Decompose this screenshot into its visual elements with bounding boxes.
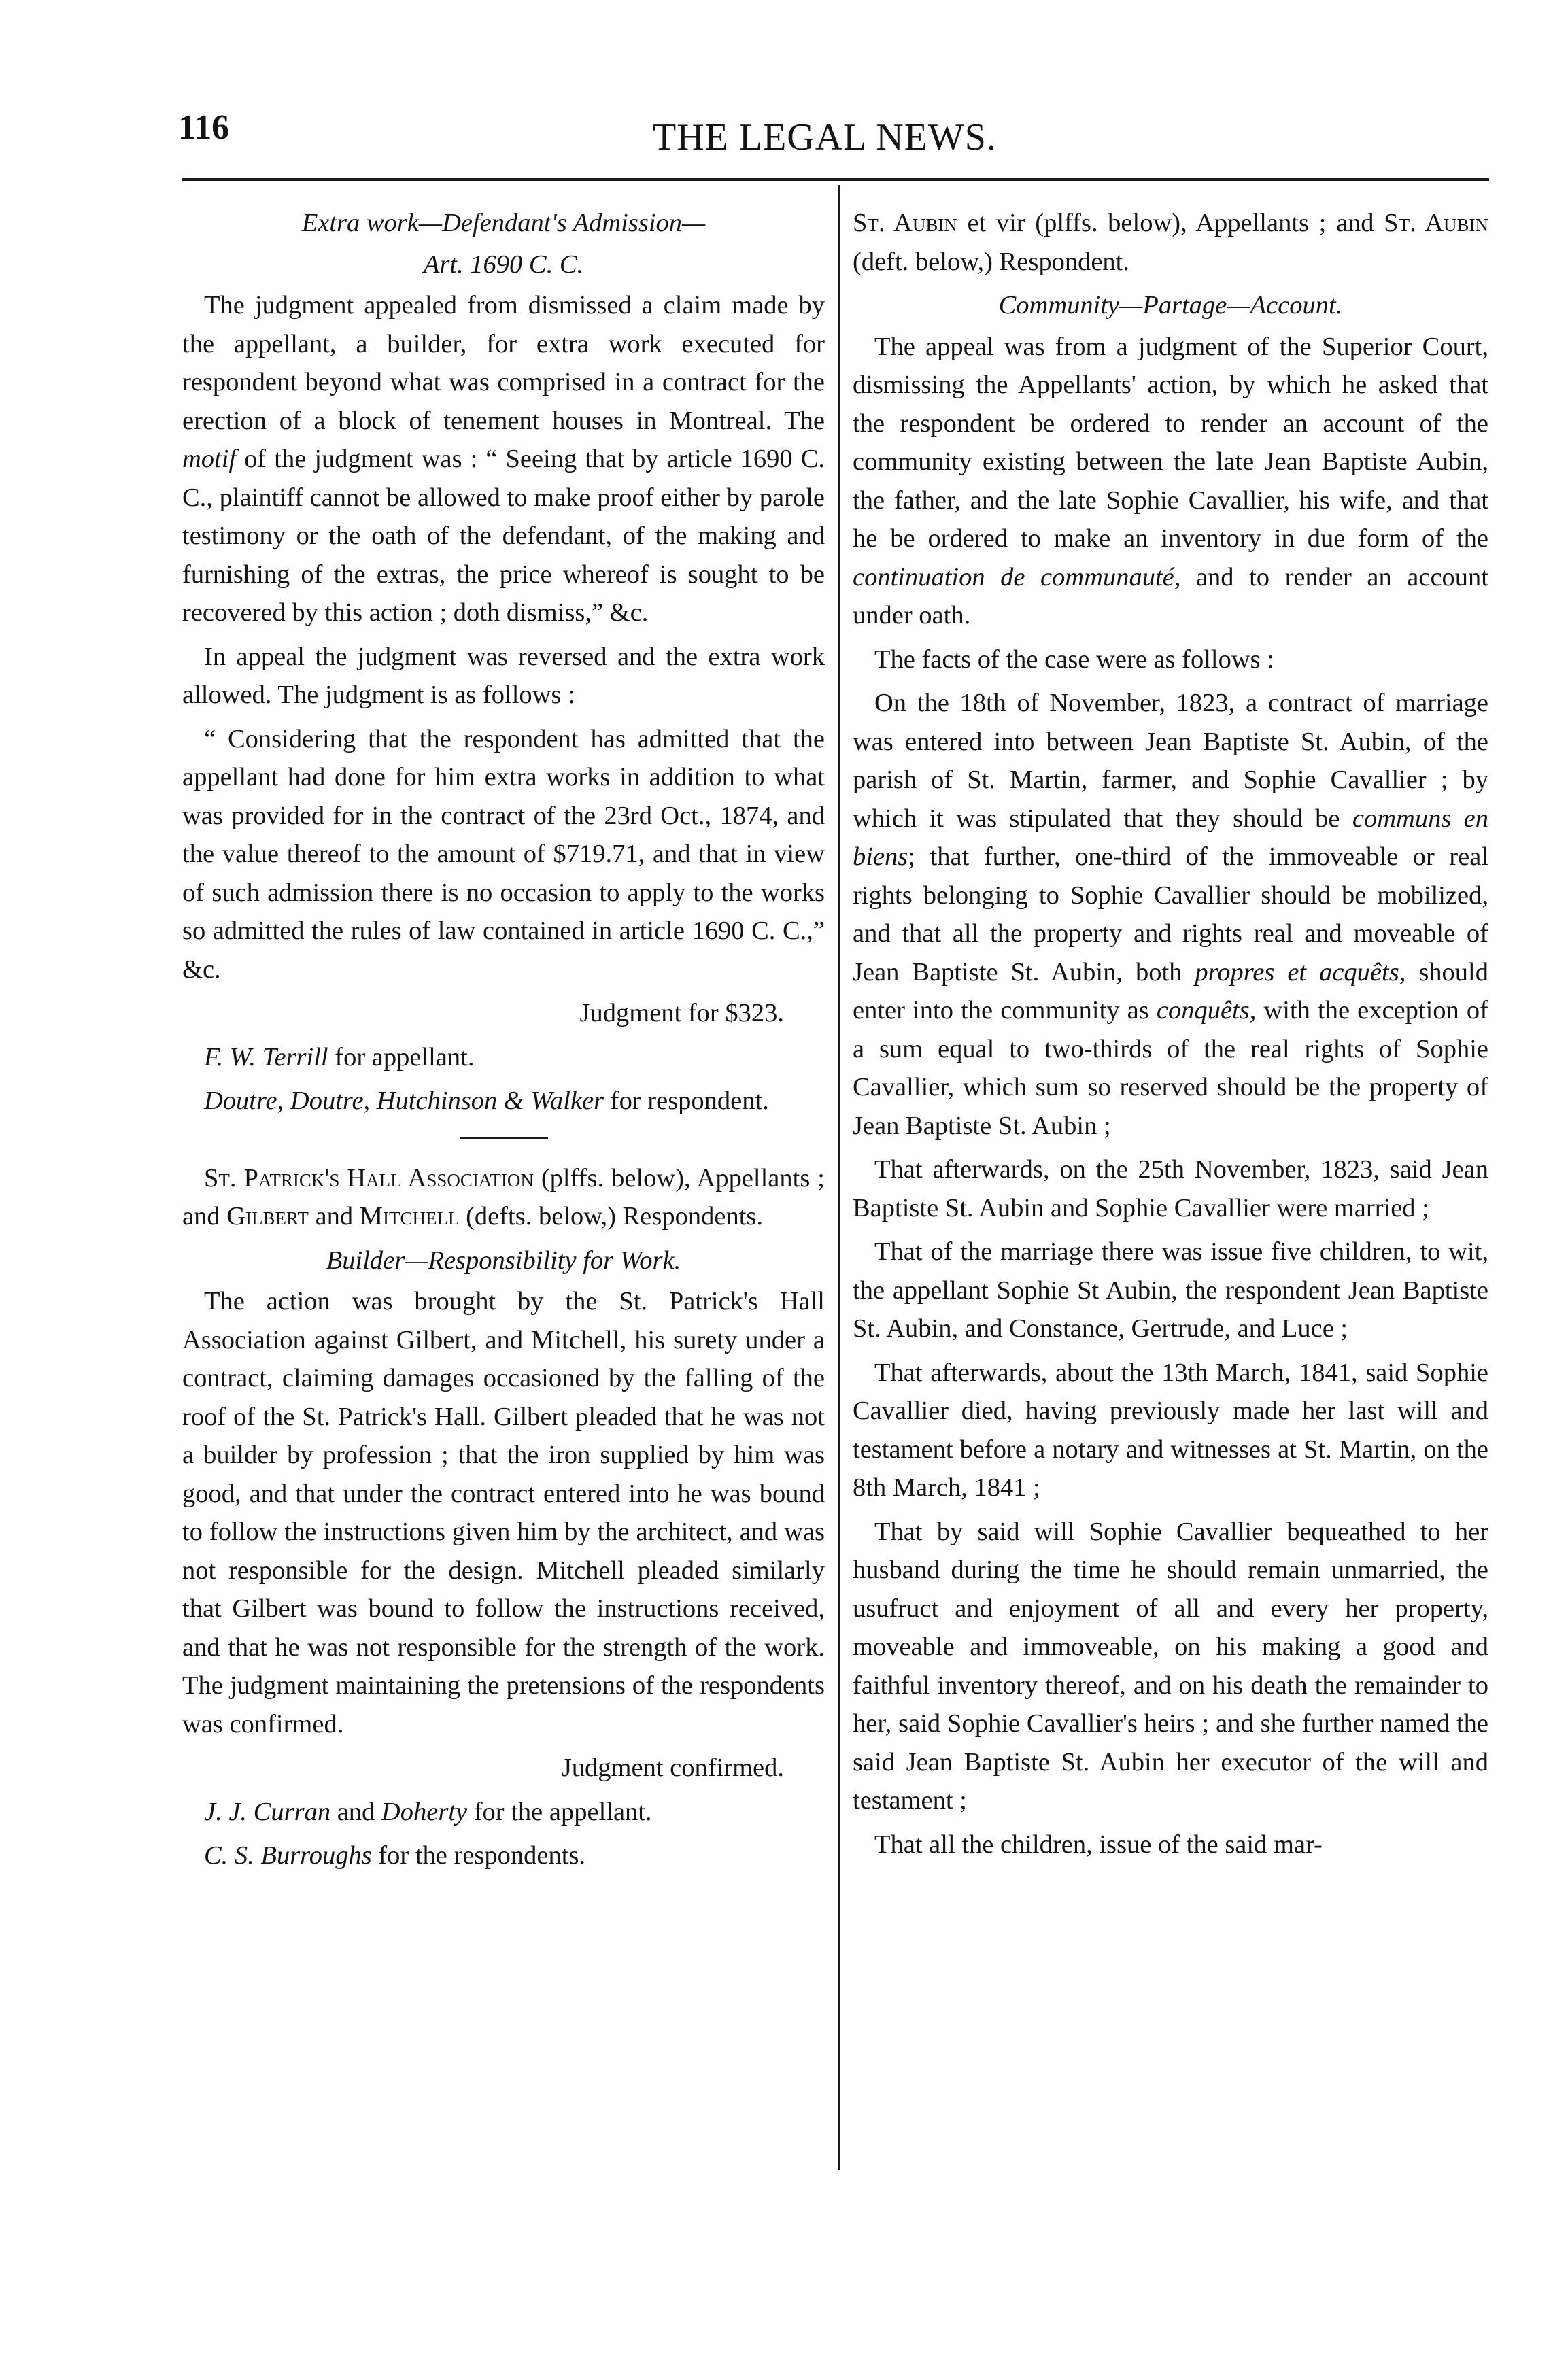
case2-counsel1-role: for the appellant.	[473, 1797, 652, 1826]
case2-counsel1-name2: Doherty	[381, 1797, 468, 1826]
case3-paragraph-7: That by said will Sophie Cavallier bequeathed to her husband during the time he should remain unmarried, the usufruct and enjoyment of all and every her property, moveable and immoveable, on his making a good and faithful inventory thereof, and on his death the remainder to her, said Sophie Cavallier's heirs ; and she further named the said Jean Baptiste St. Aubin her executor of the will and testament ;	[853, 1517, 1488, 1815]
case2-result: Judgment confirmed.	[561, 1753, 784, 1782]
case3-p3-a: On the 18th of November, 1823, a contract of marriage was entered into between Jean Baptiste St. Aubin, of the parish of St. Martin, farmer, and Sophie Cavallier ; by which it was stipulated that they should be	[853, 689, 1488, 833]
case2-paragraph-1: The action was brought by the St. Patrick's Hall Association against Gilbert, and Mitchell, his surety under a contract, claiming damages occasioned by the falling of the roof of the St. Patrick's Hall. Gilbert pleaded that he was not a builder by profession ; that the iron supplied by him was good, and that under the contract entered into he was bound to follow the instructions given him by the architect, and was not responsible for the design. Mitchell pleaded similarly that Gilbert was bound to follow the instructions received, and that he was not responsible for the strength of the work. The judgment maintaining the pretensions of the respondents was confirmed.	[182, 1287, 825, 1738]
case3-paragraph-2: The facts of the case were as follows :	[874, 645, 1274, 674]
running-title: THE LEGAL NEWS.	[653, 116, 997, 158]
case3-paragraph-3	[853, 684, 1488, 1145]
case3-p3-italic-1: communs en biens	[853, 804, 1488, 871]
case1-p1-motif: motif	[182, 445, 237, 473]
case2-counsel2-role: for the respondents.	[378, 1841, 586, 1870]
case1-p1-text: The judgment appealed from dismissed a claim made by the appellant, a builder, for extra work executed for respondent beyond what was comprised in a contract for the erection of a block of tenement houses in Montreal. The	[182, 291, 825, 435]
case1-counsel2-role: for respondent.	[610, 1086, 769, 1115]
case1-headnote-line1: Extra work—Defendant's Admission—	[301, 209, 706, 237]
case3-party-1: St. Aubin	[853, 209, 957, 237]
case3-p3-italic-3: conquêts,	[1156, 996, 1257, 1025]
case1-counsel-respondent	[182, 1082, 825, 1120]
case2-party-3: Gilbert	[226, 1202, 309, 1231]
case3-p3-d: with the exception of a sum equal to two-thirds of the real rights of Sophie Cavallier, which sum so reserved should be the property of Jean Baptiste St. Aubin ;	[853, 996, 1488, 1140]
case2-counsel1-name: J. J. Curran	[204, 1797, 331, 1826]
case3-parties	[853, 204, 1488, 281]
case2-counsel2-name: C. S. Burroughs	[204, 1841, 372, 1870]
case3-paragraph-4: That afterwards, on the 25th November, 1823, said Jean Baptiste St. Aubin and Sophie Cavallier were married ;	[853, 1155, 1488, 1222]
case1-paragraph-2: In appeal the judgment was reversed and the extra work allowed. The judgment is as follows :	[182, 642, 825, 709]
case2-counsel1-and: and	[337, 1797, 375, 1826]
case3-party-4: (deft. below,) Respondent.	[853, 247, 1129, 276]
case2-headnote: Builder—Responsibility for Work.	[326, 1246, 681, 1275]
case3-paragraph-5: That of the marriage there was issue five children, to wit, the appellant Sophie St Aubin, the respondent Jean Baptiste St. Aubin, and Constance, Gertrude, and Luce ;	[853, 1237, 1488, 1343]
case3-p3-c: should enter into the community as	[853, 957, 1488, 1025]
header-rule	[182, 178, 1489, 181]
case2-party-2: (plffs. below), Appellants ; and	[182, 1163, 825, 1231]
case1-counsel1-role: for appellant.	[335, 1042, 475, 1072]
case2-party-4: and	[315, 1202, 354, 1231]
column-divider	[838, 185, 840, 2170]
case1-counsel-appellant	[182, 1038, 825, 1077]
left-column	[182, 204, 825, 1881]
case3-p3-italic-2: propres et acquêts,	[1195, 957, 1406, 987]
page-number: 116	[178, 108, 230, 147]
case2-party-1: St. Patrick's Hall Association	[204, 1163, 534, 1193]
case1-counsel2-name: Doutre, Doutre, Hutchinson & Walker	[204, 1086, 604, 1115]
case2-parties	[182, 1159, 825, 1236]
case2-counsel-respondent	[182, 1836, 825, 1875]
case3-p1-b: and to render an account under oath.	[853, 562, 1489, 630]
case1-headnote-line2: Art. 1690 C. C.	[423, 250, 584, 279]
case3-party-2: et vir (plffs. below), Appellants ; and	[967, 209, 1374, 237]
case3-p1-a: The appeal was from a judgment of the Superior Court, dismissing the Appellants' action, by which he asked that the respondent be ordered to render an account of the community existing between the late Jean Baptiste Aubin, the father, and the late Sophie Cavallier, his wife, and that he be ordered to make an inventory in due form of the	[853, 332, 1488, 553]
case2-party-5: Mitchell	[359, 1202, 460, 1231]
case1-paragraph-1	[182, 286, 825, 632]
case3-paragraph-1	[853, 328, 1488, 635]
case2-counsel-appellant	[182, 1793, 825, 1832]
case1-result: Judgment for $323.	[579, 999, 784, 1027]
case2-party-6: (defts. below,) Respondents.	[466, 1202, 764, 1231]
case3-headnote: Community—Partage—Account.	[998, 291, 1343, 320]
case-separator-rule	[460, 1137, 548, 1139]
case3-p3-b: ; that further, one-third of the immoveable or real rights belonging to Sophie Cavallier should be mobilized, and that all the property and rights real and moveable of Jean Baptiste St. Aubin, both	[853, 842, 1488, 987]
case3-p1-italic: continuation de communauté,	[853, 562, 1181, 592]
case1-p1-rest: of the judgment was : “ Seeing that by article 1690 C. C., plaintiff cannot be allowed to make proof either by parole testimony or the oath of the defendant, of the making and furnishing of the extras, the price whereof is sought to be recovered by this action ; doth dismiss,” &c.	[182, 445, 825, 627]
case3-party-3: St. Aubin	[1384, 209, 1488, 237]
case1-paragraph-3: “ Considering that the respondent has admitted that the appellant had done for him extra works in addition to what was provided for in the contract of the 23rd Oct., 1874, and the value thereof to the amount of $719.71, and that in view of such admission there is no occasion to apply to the works so admitted the rules of law contained in article 1690 C. C.,” &c.	[182, 724, 825, 984]
case3-paragraph-8: That all the children, issue of the said mar-	[874, 1830, 1323, 1859]
case1-counsel1-name: F. W. Terrill	[204, 1042, 328, 1072]
right-column	[853, 204, 1488, 1869]
case3-paragraph-6: That afterwards, about the 13th March, 1841, said Sophie Cavallier died, having previously made her last will and testament before a notary and witnesses at St. Martin, on the 8th March, 1841 ;	[853, 1358, 1488, 1502]
